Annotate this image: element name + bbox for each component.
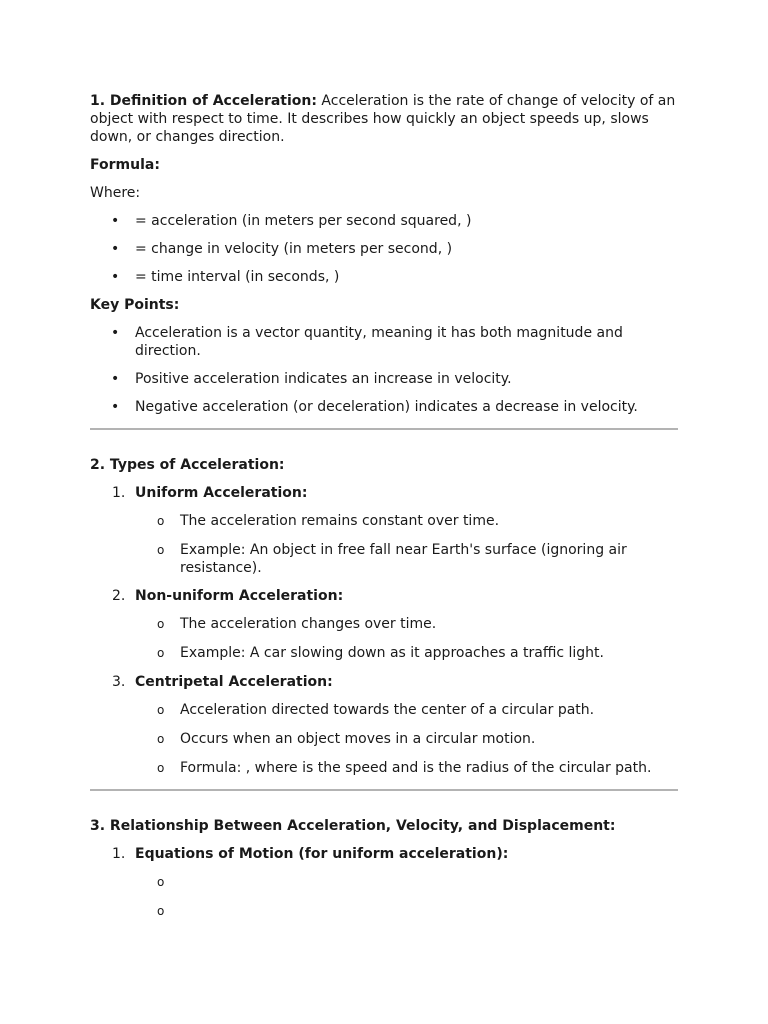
list-item (135, 730, 678, 748)
where-label: Where: (90, 185, 141, 201)
list-item (135, 902, 678, 920)
types-list (90, 484, 678, 777)
bullet-icon: • (111, 213, 120, 229)
sub-bullet-icon: o (157, 514, 165, 528)
section-divider (90, 428, 678, 430)
sub-bullet-icon: o (157, 761, 165, 775)
list-number: 1. (112, 485, 126, 501)
where-list (90, 212, 678, 286)
section1-definition (90, 92, 678, 146)
bullet-icon: • (111, 399, 120, 415)
list-item (90, 268, 678, 286)
section3-title: 3. Relationship Between Acceleration, Velocity, and Displacement: (90, 818, 616, 834)
type-name: Non-uniform Acceleration: (135, 588, 344, 604)
sub-list (135, 512, 678, 577)
key-points-label-text: Key Points: (90, 297, 180, 313)
where-item-text: = time interval (in seconds, ) (135, 269, 340, 285)
list-item (90, 324, 678, 360)
sub-bullet-icon: o (157, 732, 165, 746)
key-points-list (90, 324, 678, 416)
sub-list (135, 615, 678, 662)
sub-bullet-icon: o (157, 617, 165, 631)
key-points-label (90, 296, 678, 314)
point-text: The acceleration changes over time. (180, 616, 437, 632)
key-point-text: Acceleration is a vector quantity, meaning it has both magnitude and direction. (135, 325, 623, 359)
type-name: Uniform Acceleration: (135, 485, 308, 501)
point-text: Acceleration directed towards the center of a circular path. (180, 702, 595, 718)
list-item (135, 512, 678, 530)
formula-label-text: Formula: (90, 157, 160, 173)
sub-bullet-icon: o (157, 703, 165, 717)
point-text: Occurs when an object moves in a circular motion. (180, 731, 536, 747)
list-item (90, 240, 678, 258)
sub-bullet-icon: o (157, 875, 165, 889)
list-item (90, 398, 678, 416)
section1-text: Acceleration is the rate of change of velocity of an object with respect to time. It describes how quickly an object speeds up, slows down, or changes direction. (90, 93, 676, 145)
bullet-icon: • (111, 325, 120, 341)
equations-of-motion (90, 845, 678, 920)
list-item (135, 701, 678, 719)
point-text: Example: A car slowing down as it approaches a traffic light. (180, 645, 604, 661)
list-item (90, 370, 678, 388)
bullet-icon: • (111, 371, 120, 387)
list-item (135, 873, 678, 891)
bullet-icon: • (111, 241, 120, 257)
bullet-icon: • (111, 269, 120, 285)
equations-list (90, 845, 678, 920)
list-number: 3. (112, 674, 126, 690)
key-point-text: Negative acceleration (or deceleration) indicates a decrease in velocity. (135, 399, 638, 415)
list-number: 2. (112, 588, 126, 604)
point-text: The acceleration remains constant over time. (180, 513, 500, 529)
sub-bullet-icon: o (157, 543, 165, 557)
sub-list (135, 873, 678, 920)
type-non-uniform (90, 587, 678, 662)
type-centripetal (90, 673, 678, 777)
type-name: Centripetal Acceleration: (135, 674, 333, 690)
list-item (135, 541, 678, 577)
key-point-text: Positive acceleration indicates an increase in velocity. (135, 371, 512, 387)
list-item (135, 615, 678, 633)
type-uniform (90, 484, 678, 577)
where-item-text: = acceleration (in meters per second squared, ) (135, 213, 472, 229)
equations-heading: Equations of Motion (for uniform acceleration): (135, 846, 509, 862)
formula-label (90, 156, 678, 174)
sub-bullet-icon: o (157, 904, 165, 918)
section2-title: 2. Types of Acceleration: (90, 457, 285, 473)
section-divider (90, 789, 678, 791)
sub-list (135, 701, 678, 777)
point-text: Example: An object in free fall near Earth's surface (ignoring air resistance). (180, 542, 627, 576)
section1-title: 1. Definition of Acceleration: (90, 93, 317, 109)
list-item (135, 759, 678, 777)
list-number: 1. (112, 846, 126, 862)
where-item-text: = change in velocity (in meters per second, ) (135, 241, 453, 257)
point-text: Formula: , where is the speed and is the radius of the circular path. (180, 760, 652, 776)
sub-bullet-icon: o (157, 646, 165, 660)
list-item (90, 212, 678, 230)
list-item (135, 644, 678, 662)
